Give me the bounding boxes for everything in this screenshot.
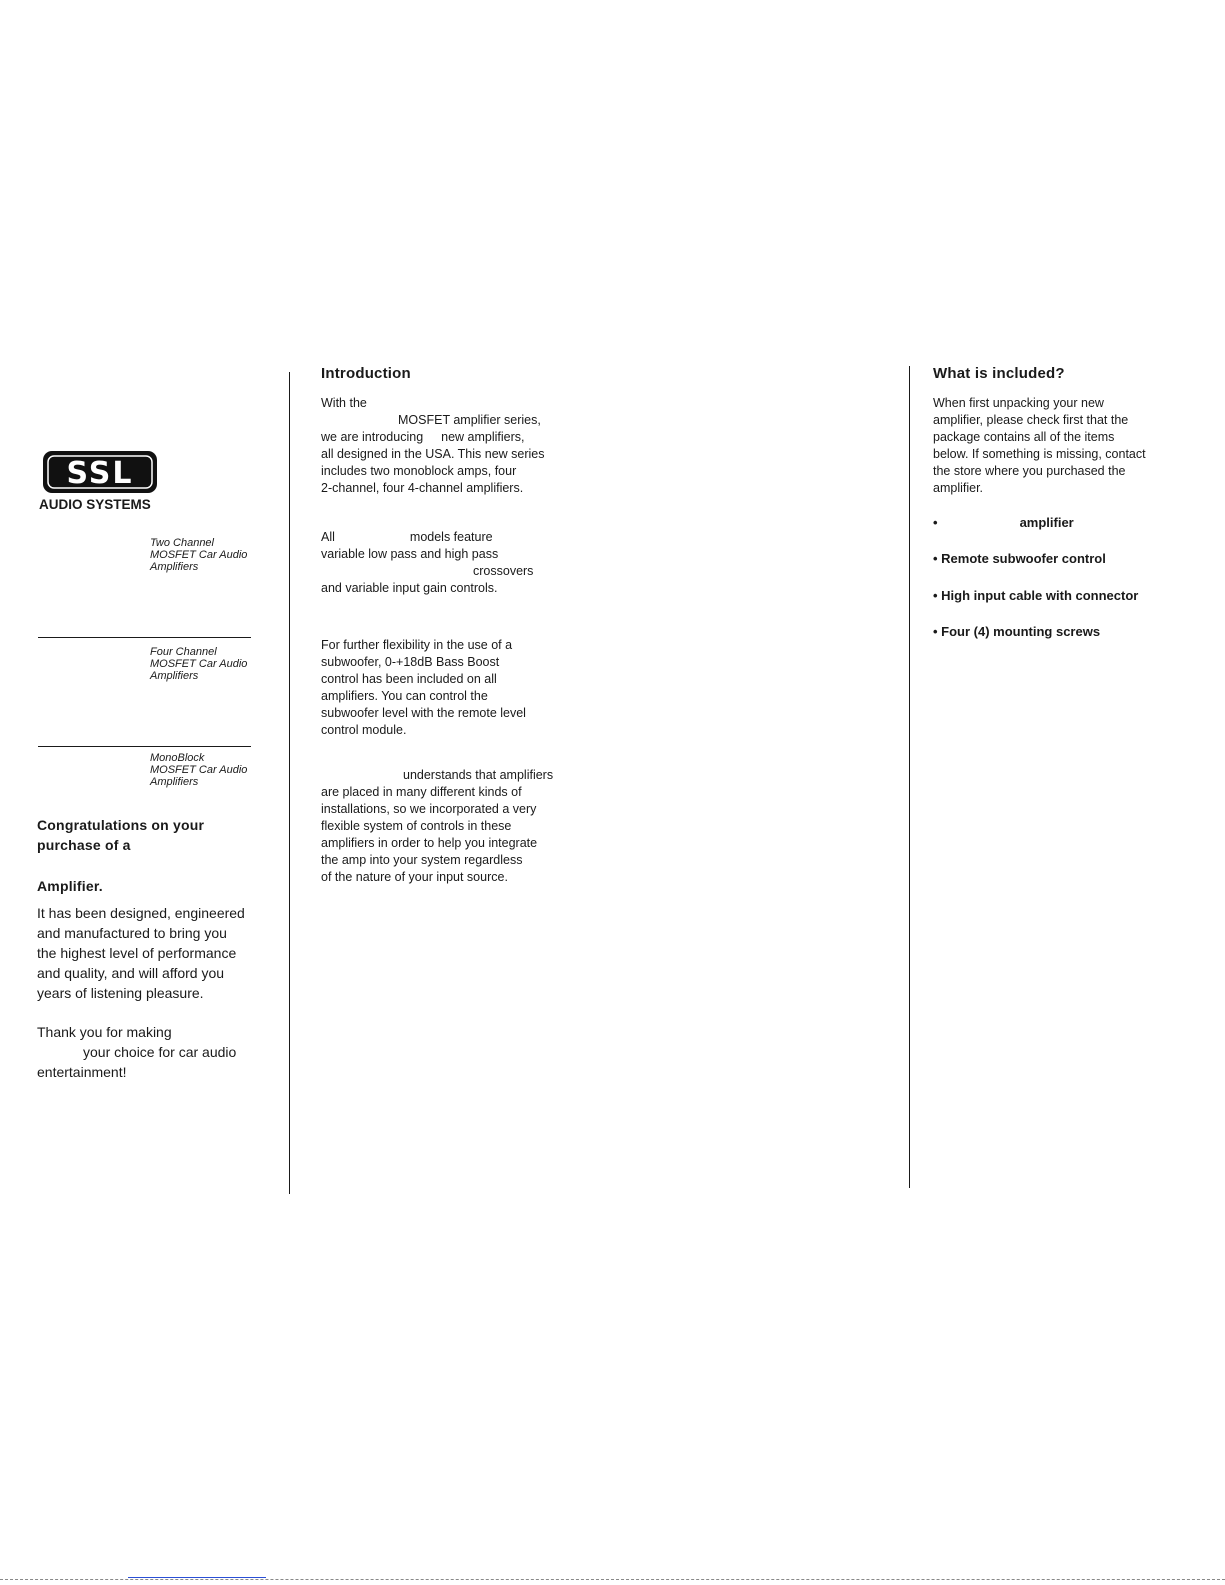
model-two-channel: Two Channel MOSFET Car Audio Amplifiers <box>150 537 248 573</box>
included-item-screws: • Four (4) mounting screws <box>933 624 1101 639</box>
thanks-paragraph: Thank you for making your choice for car audio entertainment! <box>37 1024 237 1080</box>
divider-1 <box>38 637 251 638</box>
divider-2 <box>38 746 251 747</box>
included-item-amplifier: • amplifier <box>933 515 1074 530</box>
intro-paragraph-1: With the MOSFET amplifier series, we are introducing new amplifiers, all designed in the USA. This new series includes two monoblock amps, four 2-channel, four 4-channel amplifiers. <box>321 396 545 495</box>
congrats-amplifier: Amplifier. <box>37 878 103 894</box>
congrats-heading: Congratulations on your purchase of a <box>37 817 205 853</box>
bottom-dashed-line <box>0 1579 1225 1580</box>
column-divider-right <box>909 366 910 1188</box>
intro-paragraph-3: For further flexibility in the use of a subwoofer, 0-+18dB Bass Boost control has been included on all amplifiers. You can control the subwoofer level with the remote level control module. <box>321 638 526 737</box>
included-item-remote: • Remote subwoofer control <box>933 551 1106 566</box>
included-heading: What is included? <box>933 365 1065 382</box>
intro-paragraph-4: understands that amplifiers are placed in many different kinds of installations, so we incorporated a very flexible system of controls in these amplifiers in order to help you integrate the amp into your system regardless of the nature of your input source. <box>321 768 554 884</box>
bottom-link-underline <box>128 1577 266 1578</box>
column-divider-left <box>289 372 290 1194</box>
ssl-logo <box>42 450 158 494</box>
svg-text:SSL: SSL <box>66 456 134 491</box>
brand-name: AUDIO SYSTEMS <box>39 497 151 512</box>
model-monoblock: MonoBlock MOSFET Car Audio Amplifiers <box>150 752 248 788</box>
introduction-heading: Introduction <box>321 365 411 382</box>
model-four-channel: Four Channel MOSFET Car Audio Amplifiers <box>150 646 248 682</box>
included-paragraph: When first unpacking your new amplifier, please check first that the package contains all of the items below. If something is missing, contact the store where you purchased the amplifier. <box>933 396 1146 495</box>
included-item-cable: • High input cable with connector <box>933 588 1139 603</box>
designed-paragraph: It has been designed, engineered and manufactured to bring you the highest level of performance and quality, and will afford you years of listening pleasure. <box>37 905 245 1001</box>
intro-paragraph-2: All models feature variable low pass and high pass crossovers and variable input gain controls. <box>321 530 534 595</box>
